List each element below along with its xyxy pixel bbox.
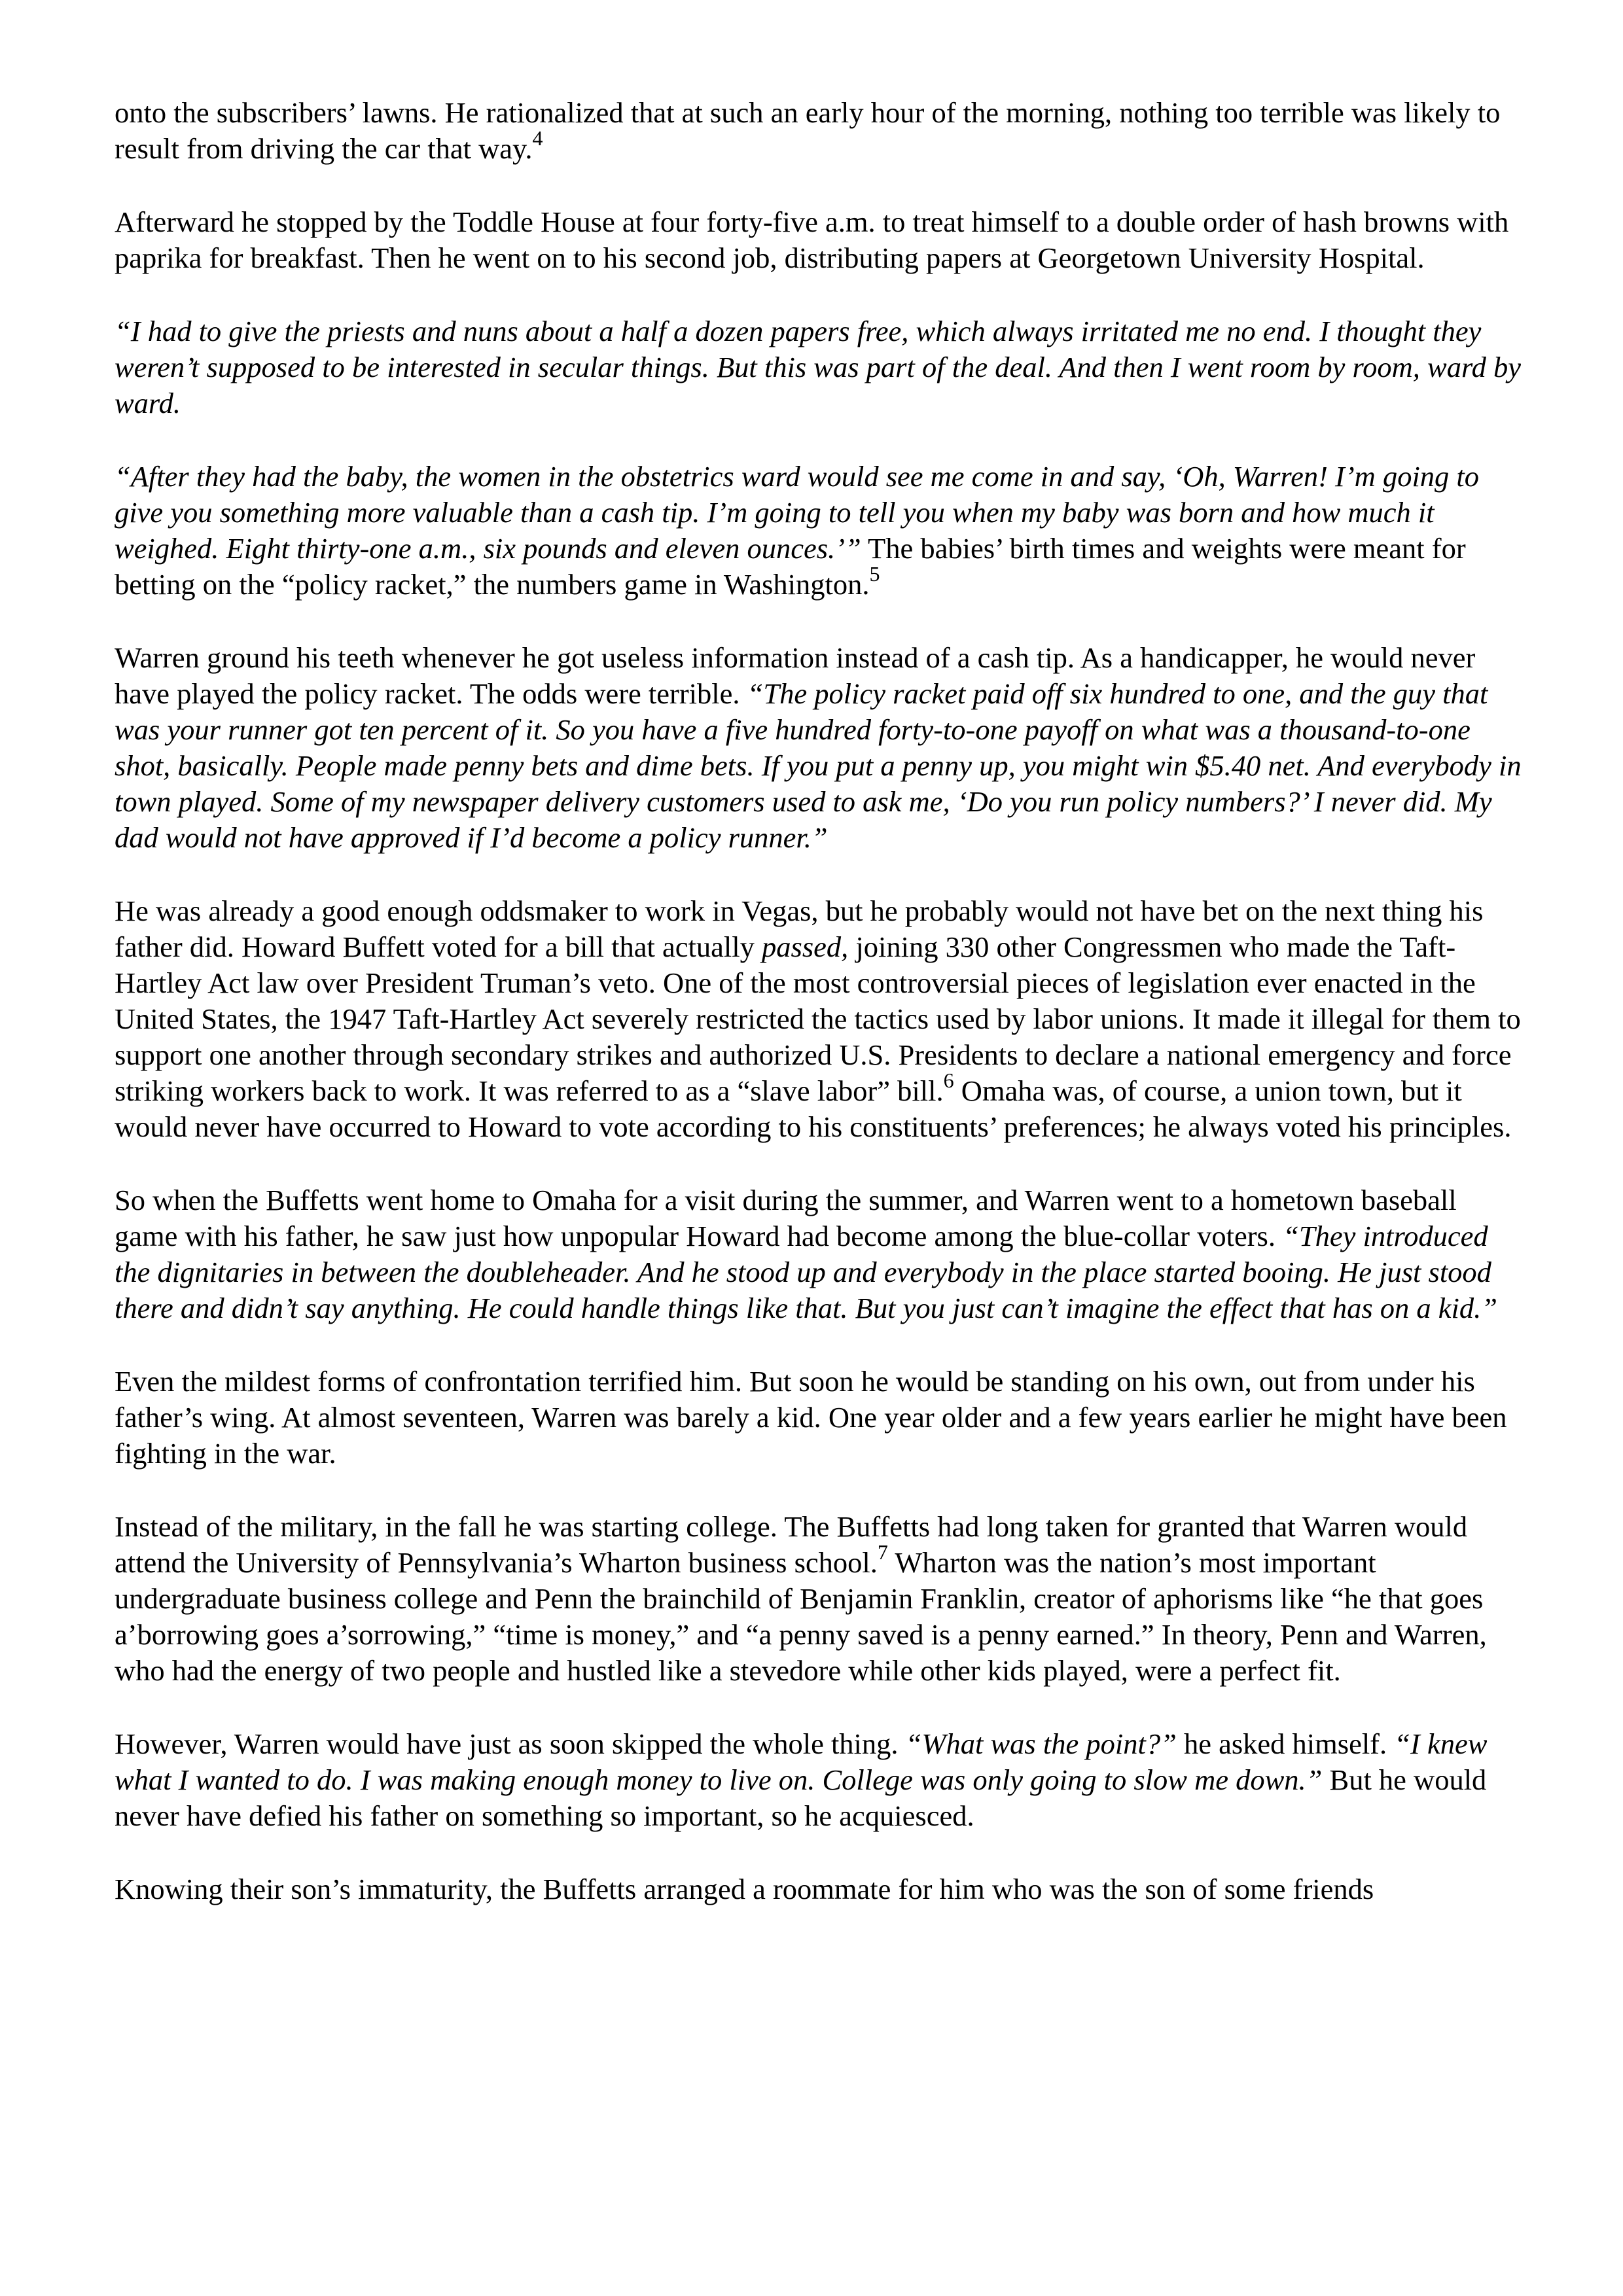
quote-text-run: “I knew what I wanted to do. I was making enough money to live on. College was only going to slow me down.”	[115, 1727, 1488, 1796]
text-run: he asked himself.	[1176, 1727, 1395, 1760]
footnote-marker: 7	[877, 1540, 888, 1564]
body-paragraph	[115, 1182, 1522, 1326]
quote-text-run: “What was the point?”	[905, 1727, 1177, 1760]
quote-text-run: “I had to give the priests and nuns about a half a dozen papers free, which always irritated me no end. I thought they weren’t supposed to be interested in secular things. But this was part of the deal. And then I went room by room, ward by ward.	[115, 315, 1522, 419]
body-paragraph	[115, 459, 1522, 603]
footnote-marker: 4	[532, 126, 543, 150]
body-paragraph	[115, 893, 1522, 1145]
body-paragraph	[115, 640, 1522, 856]
text-run: However, Warren would have just as soon skipped the whole thing.	[115, 1727, 906, 1760]
quote-text-run: “After they had the baby, the women in the obstetrics ward would see me come in and say, ‘Oh, Warren! I’m going to give you something more valuable than a cash tip. I’m going to tell you when my baby was born and how much it weighed. Eight thirty-one a.m., six pounds and eleven ounces.’”	[115, 460, 1480, 565]
text-run: Omaha was, of course, a union town, but it would never have occurred to Howard to vote according to his constituents’ preferences; he always voted his principles.	[115, 1074, 1512, 1143]
document-page	[115, 95, 1522, 1907]
text-run: Even the mildest forms of confrontation terrified him. But soon he would be standing on his own, out from under his father’s wing. At almost seventeen, Warren was barely a kid. One year older and a few years earlier he might have been fighting in the war.	[115, 1365, 1507, 1470]
text-run: The babies’ birth times and weights were meant for betting on the “policy racket,” the numbers game in Washington.	[115, 532, 1466, 601]
text-run: Instead of the military, in the fall he was starting college. The Buffetts had long taken for granted that Warren would attend the University of Pennsylvania’s Wharton business school.	[115, 1510, 1468, 1579]
body-paragraph	[115, 1871, 1522, 1907]
text-run: Knowing their son’s immaturity, the Buffetts arranged a roommate for him who was the son of some friends	[115, 1873, 1374, 1905]
body-paragraph	[115, 95, 1522, 167]
quote-text-run: “They introduced the dignitaries in between the doubleheader. And he stood up and everybody in the place started booing. He just stood there and didn’t say anything. He could handle things like that. But you just can’t imagine the effect that has on a kid.”	[115, 1220, 1498, 1324]
body-paragraph	[115, 1726, 1522, 1834]
text-run: Afterward he stopped by the Toddle House at four forty-five a.m. to treat himself to a double order of hash browns with paprika for breakfast. Then he went on to his second job, distributing papers at Georgetown University Hospital.	[115, 205, 1509, 274]
body-paragraph	[115, 204, 1522, 276]
body-paragraph	[115, 1364, 1522, 1472]
quote-text-run: “The policy racket paid off six hundred to one, and the guy that was your runner got ten percent of it. So you have a five hundred forty-to-one payoff on what was a thousand-to-one shot, basically. People made penny bets and dime bets. If you put a penny up, you might win $5.40 net. And everybody in town played. Some of my newspaper delivery customers used to ask me, ‘Do you run policy numbers?’ I never did. My dad would not have approved if I’d become a policy runner.”	[115, 677, 1522, 854]
body-paragraph	[115, 1509, 1522, 1689]
text-run: joining 330 other Congressmen who made the Taft-Hartley Act law over President Truman’s veto. One of the most controversial pieces of legislation ever enacted in the United States, the 1947 Taft-Hartley Act severely restricted the tactics used by labor unions. It made it illegal for them to support one another through secondary strikes and authorized U.S. Presidents to declare a national emergency and force striking workers back to work. It was referred to as a “slave labor” bill.	[115, 930, 1521, 1107]
text-run: He was already a good enough oddsmaker to work in Vegas, but he probably would not have bet on the next thing his father did. Howard Buffett voted for a bill that actually	[115, 894, 1484, 963]
quote-text-run: passed,	[762, 930, 849, 963]
text-run: Warren ground his teeth whenever he got useless information instead of a cash tip. As a handicapper, he would never have played the policy racket. The odds were terrible.	[115, 641, 1476, 710]
text-run: But he would never have defied his father on something so important, so he acquiesced.	[115, 1763, 1487, 1832]
body-paragraph	[115, 313, 1522, 421]
footnote-marker: 5	[869, 562, 880, 586]
text-run: Wharton was the nation’s most important undergraduate business college and Penn the brainchild of Benjamin Franklin, creator of aphorisms like “he that goes a’borrowing goes a’sorrowing,” “time is money,” and “a penny saved is a penny earned.” In theory, Penn and Warren, who had the energy of two people and hustled like a stevedore while other kids played, were a perfect fit.	[115, 1546, 1487, 1687]
text-run: So when the Buffetts went home to Omaha for a visit during the summer, and Warren went to a hometown baseball game with his father, he saw just how unpopular Howard had become among the blue-collar voters.	[115, 1184, 1457, 1252]
footnote-marker: 6	[943, 1069, 954, 1093]
text-run: onto the subscribers’ lawns. He rationalized that at such an early hour of the morning, nothing too terrible was likely to result from driving the car that way.	[115, 96, 1501, 165]
